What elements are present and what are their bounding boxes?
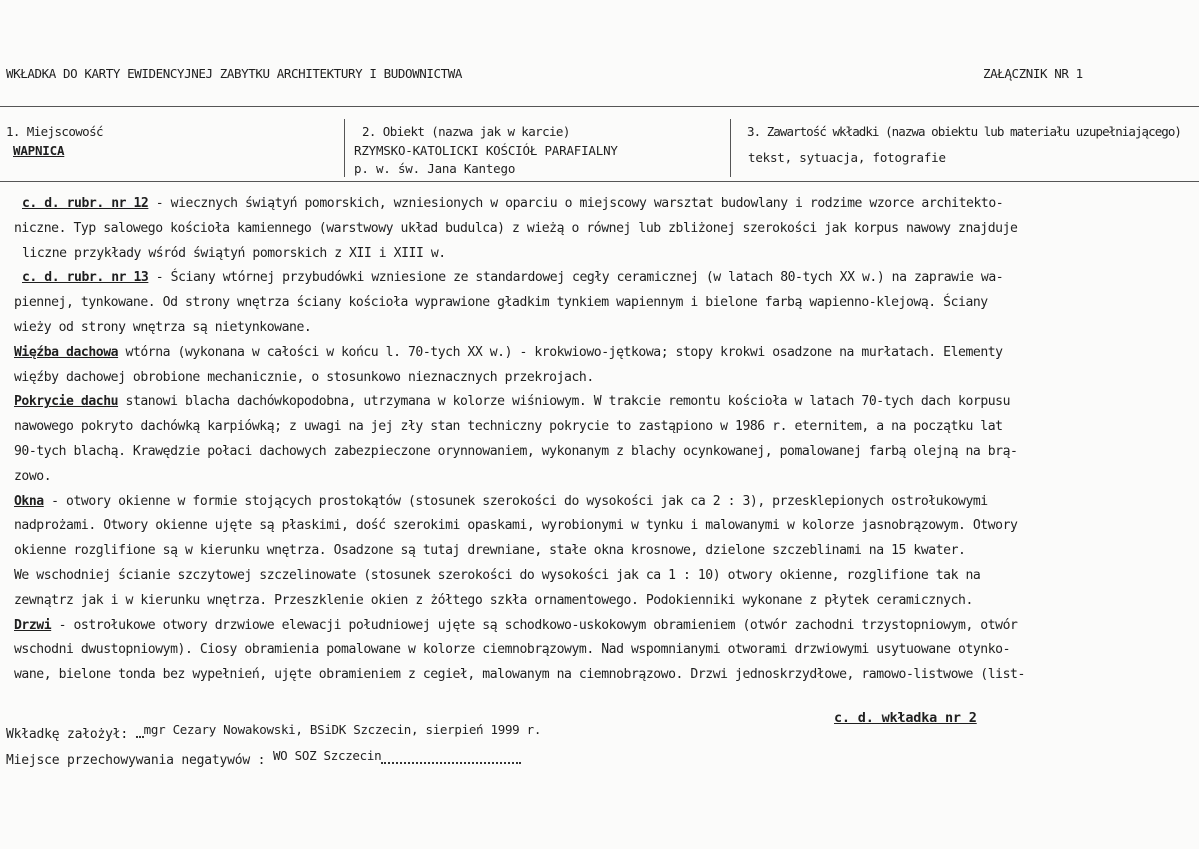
section-heading: c. d. rubr. nr 12 [22, 196, 149, 211]
header-divider-bottom [0, 181, 1199, 182]
header-column-divider-2 [730, 119, 731, 177]
object-label: 2. Obiekt (nazwa jak w karcie) [362, 124, 570, 139]
paragraph-line: liczne przykłady wśród świątyń pomorskich z XII i XIII w. [22, 245, 446, 261]
section-heading: Więźba dachowa [14, 344, 119, 360]
section-heading: c. d. rubr. nr 13 [22, 270, 149, 286]
founder-value: mgr Cezary Nowakowski, BSiDK Szczecin, sierpień 1999 r. [143, 722, 542, 737]
paragraph-line: We wschodniej ścianie szczytowej szczelinowate (stosunek szerokości do wysokości jak ca 1 : 10) otwory okienne, rozglifione tak na [14, 567, 981, 583]
paragraph-line: wane, bielone tonda bez wypełnień, ujęte obramieniem z cegieł, malowanym na ciemnobrązowo. Drzwi jednoskrzydłowe, ramowo-listwowe (list- [14, 667, 1025, 683]
paragraph-line: więźby dachowej obrobione mechanicznie, o stosunkowo nieznacznych przekrojach. [14, 369, 594, 385]
storage-label: Miejsce przechowywania negatywów : [6, 753, 266, 768]
continuation-note: c. d. wkładka nr 2 [834, 710, 977, 726]
paragraph-line: wieży od strony wnętrza są nietynkowane. [14, 319, 312, 335]
paragraph-line: zewnątrz jak i w kierunku wnętrza. Przeszklenie okien z żółtego szkła ornamentowego. Podokienniki wykonane z płytek ceramicznych. [14, 592, 973, 608]
paragraph-line: c. d. rubr. nr 13 - Ściany wtórnej przybudówki wzniesione ze standardowej cegły ceramicznej (w latach 80-tych XX w.) na zaprawie wa- [22, 270, 1004, 286]
attachment-number: ZAŁĄCZNIK NR 1 [983, 66, 1083, 81]
contents-label: 3. Zawartość wkładki (nazwa obiektu lub materiału uzupełniającego) [747, 124, 1181, 139]
section-heading: Drzwi [14, 617, 52, 633]
paragraph-line: niczne. Typ salowego kościoła kamiennego (warstwowy układ budulca) z wieżą o równej lub zbliżonej szerokości jak korpus nawowy znajduje [14, 220, 1018, 236]
paragraph-line: wschodni dwustopniowym). Ciosy obramienia pomalowane w kolorze ciemnobrązowym. Nad wspomnianymi otworami drzwiowymi usytuowane otynko- [14, 642, 1011, 658]
header-column-divider-1 [344, 119, 345, 177]
object-value-line1: RZYMSKO-KATOLICKI KOŚCIÓŁ PARAFIALNY [354, 143, 618, 158]
section-heading: Okna [14, 493, 44, 509]
founder-row [6, 722, 542, 742]
paragraph-line: c. d. rubr. nr 12 - wiecznych świątyń pomorskich, wzniesionych w oparciu o miejscowy warsztat budowlany i rodzime wzorce architekto- [22, 196, 1004, 211]
paragraph-line: 90-tych blachą. Krawędzie połaci dachowych zabezpieczone orynnowaniem, wykonanym z blachy ocynkowanej, pomalowanej farbą olejną na brą- [14, 443, 1018, 459]
header-divider-top [0, 106, 1199, 107]
founder-label: Wkładkę założył: [6, 727, 129, 742]
section-heading: Pokrycie dachu [14, 394, 119, 410]
storage-row [6, 748, 521, 768]
locality-label: 1. Miejscowość [6, 124, 103, 139]
contents-value: tekst, sytuacja, fotografie [748, 150, 946, 165]
paragraph-line: nadprożami. Otwory okienne ujęte są płaskimi, dość szerokimi opaskami, wyrobionymi w tynku i malowanymi w kolorze jasnobrązowym. Otwory [14, 518, 1018, 534]
paragraph-line: nawowego pokryto dachówką karpiówką; z uwagi na jej zły stan techniczny pokrycie to zastąpiono w 1986 r. eternitem, a na początku lat [14, 419, 1003, 435]
paragraph-line: piennej, tynkowane. Od strony wnętrza ściany kościoła wyprawione gładkim tynkiem wapiennym i bielone farbą wapienno-klejową. Ściany [14, 295, 988, 311]
object-value-line2: p. w. św. Jana Kantego [354, 161, 516, 176]
paragraph-line: okienne rozglifione są w kierunku wnętrza. Osadzone są tutaj drewniane, stałe okna krosnowe, dzielone szczeblinami na 15 kwater. [14, 543, 966, 559]
paragraph-line: zowo. [14, 468, 52, 484]
locality-value: WAPNICA [13, 143, 65, 158]
description-body: c. d. rubr. nr 12 - wiecznych świątyń pomorskich, wzniesionych w oparciu o miejscowy warsztat budowlany i rodzime wzorce architekto- niczne. Typ salowego kościoła kamiennego (warstwowy układ budulca) z wieżą o równej lub zbliżonej szerokości jak korpus nawowy znajduje liczne przykłady wśród świątyń pomorskich z XII i XIII w. c. d. rubr. nr 13 - Ściany wtórnej przybudówki wzniesione ze standardowej cegły ceramicznej (w latach 80-tych XX w.) na zaprawie wa- piennej, tynkowane. Od strony wnętrza ściany kościoła wyprawione gładkim tynkiem wapiennym i bielone farbą wapienno-klejową. Ściany wieży od strony wnętrza są nietynkowane. Więźba dachowa wtórna (wykonana w całości w końcu l. 70-tych XX w.) - krokwiowo-jętkowa; stopy krokwi osadzone na murłatach. Elementy więźby dachowej obrobione mechanicznie, o stosunkowo nieznacznych przekrojach. Pokrycie dachu stanowi blacha dachówkopodobna, utrzymana w kolorze wiśniowym. W trakcie remontu kościoła w latach 70-tych dach korpusu nawowego pokryto dachówką karpiówką; z uwagi na jej zły stan techniczny pokrycie to zastąpiono w 1986 r. eternitem, a na początku lat 90-tych blachą. Krawędzie połaci dachowych zabezpieczone orynnowaniem, wykonanym z blachy ocynkowanej, pomalowanej farbą olejną na brą- zowo. Okna - otwory okienne w formie stojących prostokątów (stosunek szerokości do wysokości jak ca 2 : 3), przesklepionych ostrołukowymi nadprożami. Otwory okienne ujęte są płaskimi, dość szerokimi opaskami, wyrobionymi w tynku i malowanymi w kolorze jasnobrązowym. Otwory okienne rozglifione są w kierunku wnętrza. Osadzone są tutaj drewniane, stałe okna krosnowe, dzielone szczeblinami na 15 kwater. We wschodniej ścianie szczytowej szczelinowate (stosunek szerokości do wysokości jak ca 1 : 10) otwory okienne, rozglifione tak na zewnątrz jak i w kierunku wnętrza. Przeszklenie okien z żółtego szkła ornamentowego. Podokienniki wykonane z płytek ceramicznych. Drzwi - ostrołukowe otwory drzwiowe elewacji południowej ujęte są schodkowo-uskokowym obramieniem (otwór zachodni trzystopniowym, otwór wschodni dwustopniowym). Ciosy obramienia pomalowane w kolorze ciemnobrązowym. Nad wspomnianymi otworami drzwiowymi usytuowane otynko- wane, bielone tonda bez wypełnień, ujęte obramieniem z cegieł, malowanym na ciemnobrązowo. Drzwi jednoskrzydłowe, ramowo-listwowe (list- [14, 192, 1166, 688]
form-title: WKŁADKA DO KARTY EWIDENCYJNEJ ZABYTKU ARCHITEKTURY I BUDOWNICTWA [6, 66, 463, 81]
storage-value: WO SOZ Szczecin [272, 748, 382, 763]
